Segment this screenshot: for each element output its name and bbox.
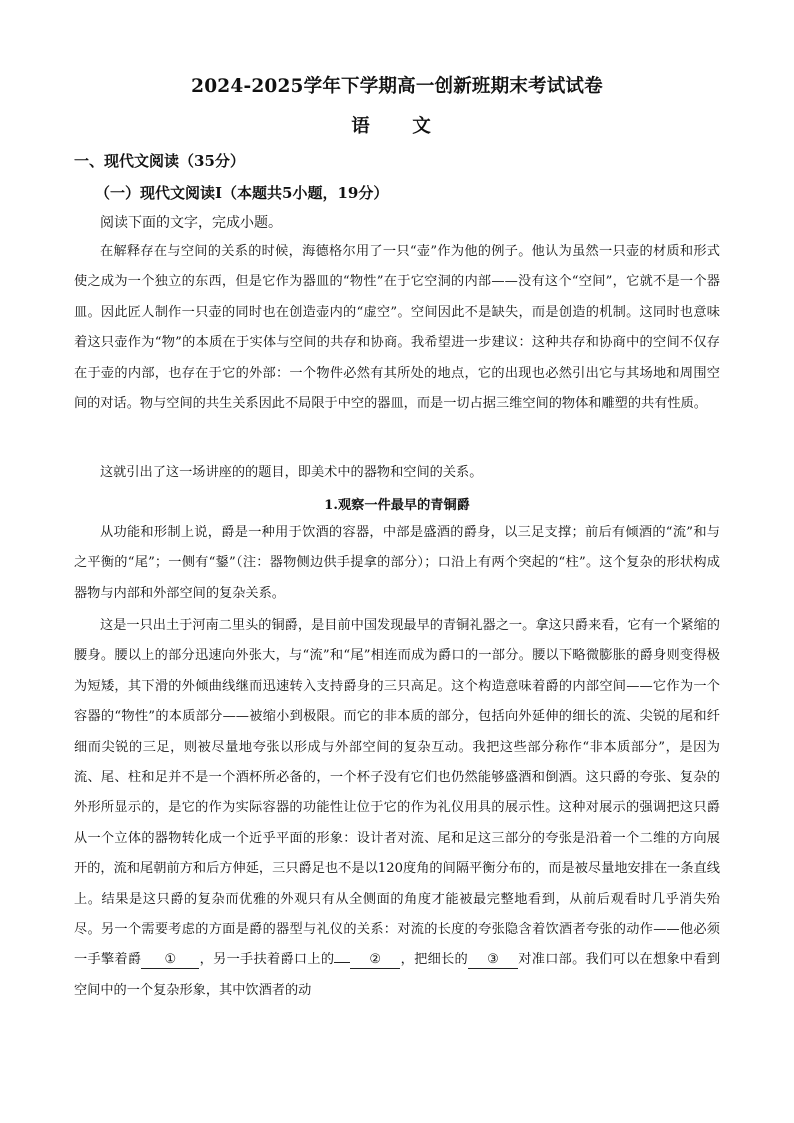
reading-instruction: 阅读下面的文字，完成小题。 (100, 215, 282, 231)
fill-blank-2[interactable]: ② (350, 952, 400, 969)
section-heading: 一、现代文阅读（35分） (74, 152, 245, 170)
paragraph-4-text-c: ，把细长的 (400, 952, 468, 968)
subsection-heading: （一）现代文阅读Ⅰ（本题共5小题，19分） (95, 184, 389, 202)
paragraph-4-text-b: ，另一手扶着爵口上的 (199, 952, 335, 968)
passage-paragraph-2: 这就引出了这一场讲座的的题目，即美术中的器物和空间的关系。 (100, 465, 483, 480)
passage-paragraph-1: 在解释存在与空间的关系的时候，海德格尔用了一只“壶”作为他的例子。他认为虽然一只壶的材质和形式使之成为一个独立的东西，但是它作为器皿的“物性”在于它空洞的内部——没有这个“空间”，它就不是一个器皿。因此匠人制作一只壶的同时也在创造壶内的“虚空”。空间因此不是缺失，而是创造的机制。这同时也意味着这只壶作为“物”的本质在于实体与空间的共存和协商。我希望进一步建议：这种共存和协商中的空间不仅存在于壶的内部，也存在于它的外部：一个物件必然有其所处的地点，它的出现也必然引出它与其场地和周围空间的对话。物与空间的共生关系因此不局限于中空的器皿，而是一切占据三维空间的物体和雕塑的共有性质。 (74, 244, 720, 412)
paragraph-4-text-a: 这是一只出土于河南二里头的铜爵，是目前中国发现最早的青铜礼器之一。拿这只爵来看，它有一个紧缩的腰身。腰以上的部分迅速向外张大，与“流”和“尾”相连而成为爵口的一部分。腰以下略微膨胀的爵身则变得极为短矮，其下滑的外倾曲线继而迅速转入支持爵身的三只高足。这个构造意味着爵的内部空间——它作为一个容器的“物性”的本质部分——被缩小到极限。而它的非本质的部分，包括向外延伸的细长的流、尖锐的尾和纤细而尖锐的三足，则被尽量地夸张以形成与外部空间的复杂互动。我把这些部分称作“非本质部分”，是因为流、尾、柱和足并不是一个酒杯所必备的，一个杯子没有它们也仍然能够盛酒和倒酒。这只爵的夸张、复杂的外形所显示的，是它的作为实际容器的功能性让位于它的作为礼仪用具的展示性。这种对展示的强调把这只爵从一个立体的器物转化成一个近乎平面的形象：设计者对流、尾和足这三部分的夸张是沿着一个二维的方向展开的，流和尾朝前方和后方伸延，三只爵足也不是以120度角的间隔平衡分布的，而是被尽量地安排在一条直线上。结果是这只爵的复杂而优雅的外观只有从全侧面的角度才能被最完整地看到，从前后观看时几乎消失殆尽。另一个需要考虑的方面是爵的器型与礼仪的关系：对流的长度的夸张隐含着饮酒者夸张的动作——他必须一手擎着爵 (74, 618, 720, 968)
fill-blank-3[interactable]: ③ (468, 952, 518, 969)
fill-blank-2-lead (334, 962, 350, 963)
paragraph-4-text-d: 对准口部。我们可以在想象中看到空间中的一个复杂形象，其中饮酒者的动 (74, 952, 721, 998)
passage-paragraph-4 (74, 611, 720, 1006)
passage-paragraph-3: 从功能和形制上说，爵是一种用于饮酒的容器，中部是盛酒的爵身，以三足支撑；前后有倾酒的“流”和与之平衡的“尾”；一侧有“鋬”（注：器物侧边供手提拿的部分）；口沿上有两个突起的“柱”。这个复杂的形状构成器物与内部和外部空间的复杂关系。 (74, 525, 720, 601)
fill-blank-1[interactable]: ① (141, 952, 199, 969)
passage-section-heading: 1.观察一件最早的青铜爵 (324, 498, 470, 513)
exam-title: 2024-2025学年下学期高一创新班期末考试试卷 (191, 76, 603, 97)
subject-title: 语 文 (351, 116, 443, 137)
